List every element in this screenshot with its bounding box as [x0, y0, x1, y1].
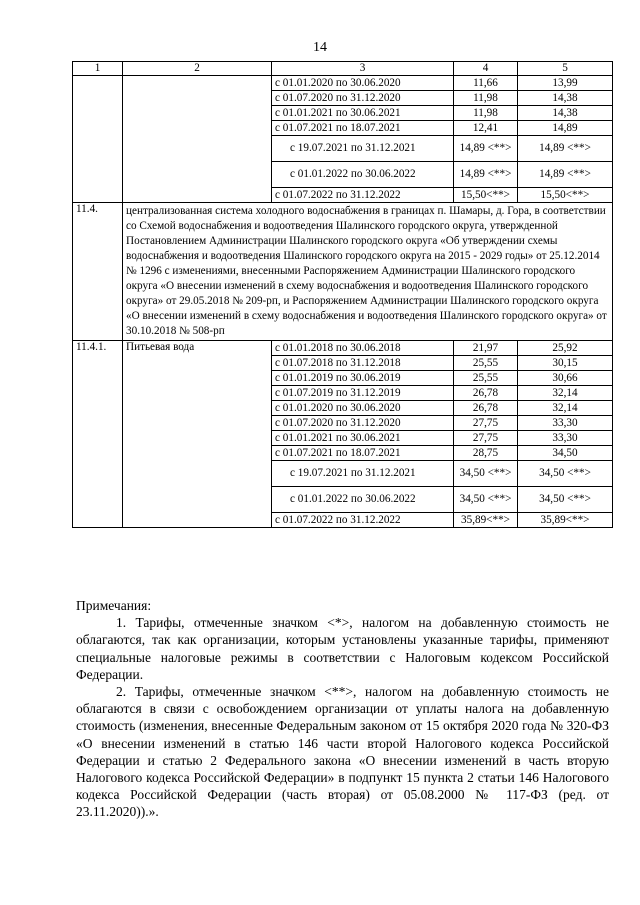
- tariff-with-vat-cell: 33,30: [518, 431, 613, 446]
- tariff-cell: 14,89 <**>: [454, 136, 518, 162]
- tariff-with-vat-cell: 14,38: [518, 91, 613, 106]
- tariff-table: [72, 61, 613, 528]
- period-cell: с 01.01.2021 по 30.06.2021: [272, 106, 454, 121]
- tariff-with-vat-cell: 33,30: [518, 416, 613, 431]
- tariff-cell: 14,89 <**>: [454, 162, 518, 188]
- item-number-cell: [73, 76, 123, 203]
- tariff-with-vat-cell: 32,14: [518, 401, 613, 416]
- period-cell: с 01.07.2021 по 18.07.2021: [272, 446, 454, 461]
- period-cell: с 01.07.2020 по 31.12.2020: [272, 416, 454, 431]
- note-item: 1. Тарифы, отмеченные значком <*>, налогом на добавленную стоимость не облагаются, так как организации, которым установлены указанные тарифы, применяют специальные налоговые режимы в соответствии с Налоговым кодексом Российской Федерации.: [76, 615, 609, 682]
- tariff-with-vat-cell: 14,89: [518, 121, 613, 136]
- tariff-cell: 25,55: [454, 371, 518, 386]
- tariff-cell: 11,98: [454, 106, 518, 121]
- period-cell: с 01.07.2022 по 31.12.2022: [272, 513, 454, 528]
- period-cell: с 01.01.2020 по 30.06.2020: [272, 401, 454, 416]
- tariff-cell: 11,66: [454, 76, 518, 91]
- notes: [76, 597, 609, 821]
- period-cell: с 19.07.2021 по 31.12.2021: [272, 136, 454, 162]
- tariff-cell: 34,50 <**>: [454, 461, 518, 487]
- section-row: [73, 203, 613, 341]
- tariff-with-vat-cell: 13,99: [518, 76, 613, 91]
- tariff-with-vat-cell: 14,38: [518, 106, 613, 121]
- tariff-table-body: [73, 62, 613, 528]
- period-cell: с 01.01.2020 по 30.06.2020: [272, 76, 454, 91]
- table-header-row: [73, 62, 613, 76]
- tariff-cell: 26,78: [454, 401, 518, 416]
- tariff-cell: 15,50<**>: [454, 188, 518, 203]
- tariff-with-vat-cell: 34,50 <**>: [518, 487, 613, 513]
- column-header: 1: [73, 62, 123, 76]
- item-name-cell: [123, 76, 272, 203]
- period-cell: с 01.01.2022 по 30.06.2022: [272, 162, 454, 188]
- period-cell: с 01.07.2018 по 31.12.2018: [272, 356, 454, 371]
- tariff-cell: 12,41: [454, 121, 518, 136]
- tariff-with-vat-cell: 14,89 <**>: [518, 162, 613, 188]
- period-cell: с 01.01.2019 по 30.06.2019: [272, 371, 454, 386]
- tariff-cell: 28,75: [454, 446, 518, 461]
- item-number-cell: 11.4.1.: [73, 341, 123, 528]
- period-cell: с 01.07.2021 по 18.07.2021: [272, 121, 454, 136]
- period-cell: с 01.01.2018 по 30.06.2018: [272, 341, 454, 356]
- tariff-cell: 21,97: [454, 341, 518, 356]
- tariff-cell: 11,98: [454, 91, 518, 106]
- table-row: [73, 76, 613, 91]
- page-number: 14: [313, 40, 327, 55]
- column-header: 4: [454, 62, 518, 76]
- tariff-cell: 25,55: [454, 356, 518, 371]
- column-header: 3: [272, 62, 454, 76]
- period-cell: с 19.07.2021 по 31.12.2021: [272, 461, 454, 487]
- section-description-cell: централизованная система холодного водоснабжения в границах п. Шамары, д. Гора, в соответствии со Схемой водоснабжения и водоотведения Шалинского городского округа, утвержденной Постановлением Администрации Шалинского городского округа «Об утверждении схемы водоснабжения и водоотведения Шалинского городского округа на 2015 - 2029 годы» от 25.12.2014 № 1296 с изменениями, внесенными Распоряжением Администрации Шалинского городского округа «О внесении изменений в схему водоснабжения и водоотведения Шалинского городского округа» от 29.05.2018 № 209-рп, и Распоряжением Администрации Шалинского городского округа «О внесении изменений в схему водоснабжения и водоотведения Шалинского городского округа» от 30.10.2018 № 508-рп: [123, 203, 613, 341]
- tariff-with-vat-cell: 30,15: [518, 356, 613, 371]
- tariff-cell: 27,75: [454, 431, 518, 446]
- column-header: 2: [123, 62, 272, 76]
- tariff-cell: 27,75: [454, 416, 518, 431]
- period-cell: с 01.07.2020 по 31.12.2020: [272, 91, 454, 106]
- note-item: 2. Тарифы, отмеченные значком <**>, налогом на добавленную стоимость не облагаются в связи с освобождением организации от уплаты налога на добавленную стоимость (изменения, внесенные Федеральным законом от 15 октября 2020 года № 320-ФЗ «О внесении изменений в статью 146 части второй Налогового кодекса Российской Федерации и статью 2 Федерального закона «О внесении изменений в часть вторую Налогового кодекса Российской Федерации» в подпункт 15 пункта 2 статьи 146 Налогового кодекса Российской Федерации (часть вторая) от 05.08.2000 № 117-ФЗ (ред. от 23.11.2020)).».: [76, 684, 609, 820]
- tariff-with-vat-cell: 34,50: [518, 446, 613, 461]
- tariff-cell: 35,89<**>: [454, 513, 518, 528]
- tariff-cell: 34,50 <**>: [454, 487, 518, 513]
- period-cell: с 01.01.2022 по 30.06.2022: [272, 487, 454, 513]
- column-header: 5: [518, 62, 613, 76]
- period-cell: с 01.01.2021 по 30.06.2021: [272, 431, 454, 446]
- tariff-with-vat-cell: 14,89 <**>: [518, 136, 613, 162]
- item-name-cell: Питьевая вода: [123, 341, 272, 528]
- tariff-with-vat-cell: 30,66: [518, 371, 613, 386]
- period-cell: с 01.07.2019 по 31.12.2019: [272, 386, 454, 401]
- table-row: [73, 341, 613, 356]
- section-number-cell: 11.4.: [73, 203, 123, 341]
- notes-title: Примечания:: [76, 598, 152, 613]
- tariff-cell: 26,78: [454, 386, 518, 401]
- tariff-with-vat-cell: 15,50<**>: [518, 188, 613, 203]
- tariff-with-vat-cell: 32,14: [518, 386, 613, 401]
- period-cell: с 01.07.2022 по 31.12.2022: [272, 188, 454, 203]
- tariff-with-vat-cell: 34,50 <**>: [518, 461, 613, 487]
- tariff-with-vat-cell: 35,89<**>: [518, 513, 613, 528]
- tariff-with-vat-cell: 25,92: [518, 341, 613, 356]
